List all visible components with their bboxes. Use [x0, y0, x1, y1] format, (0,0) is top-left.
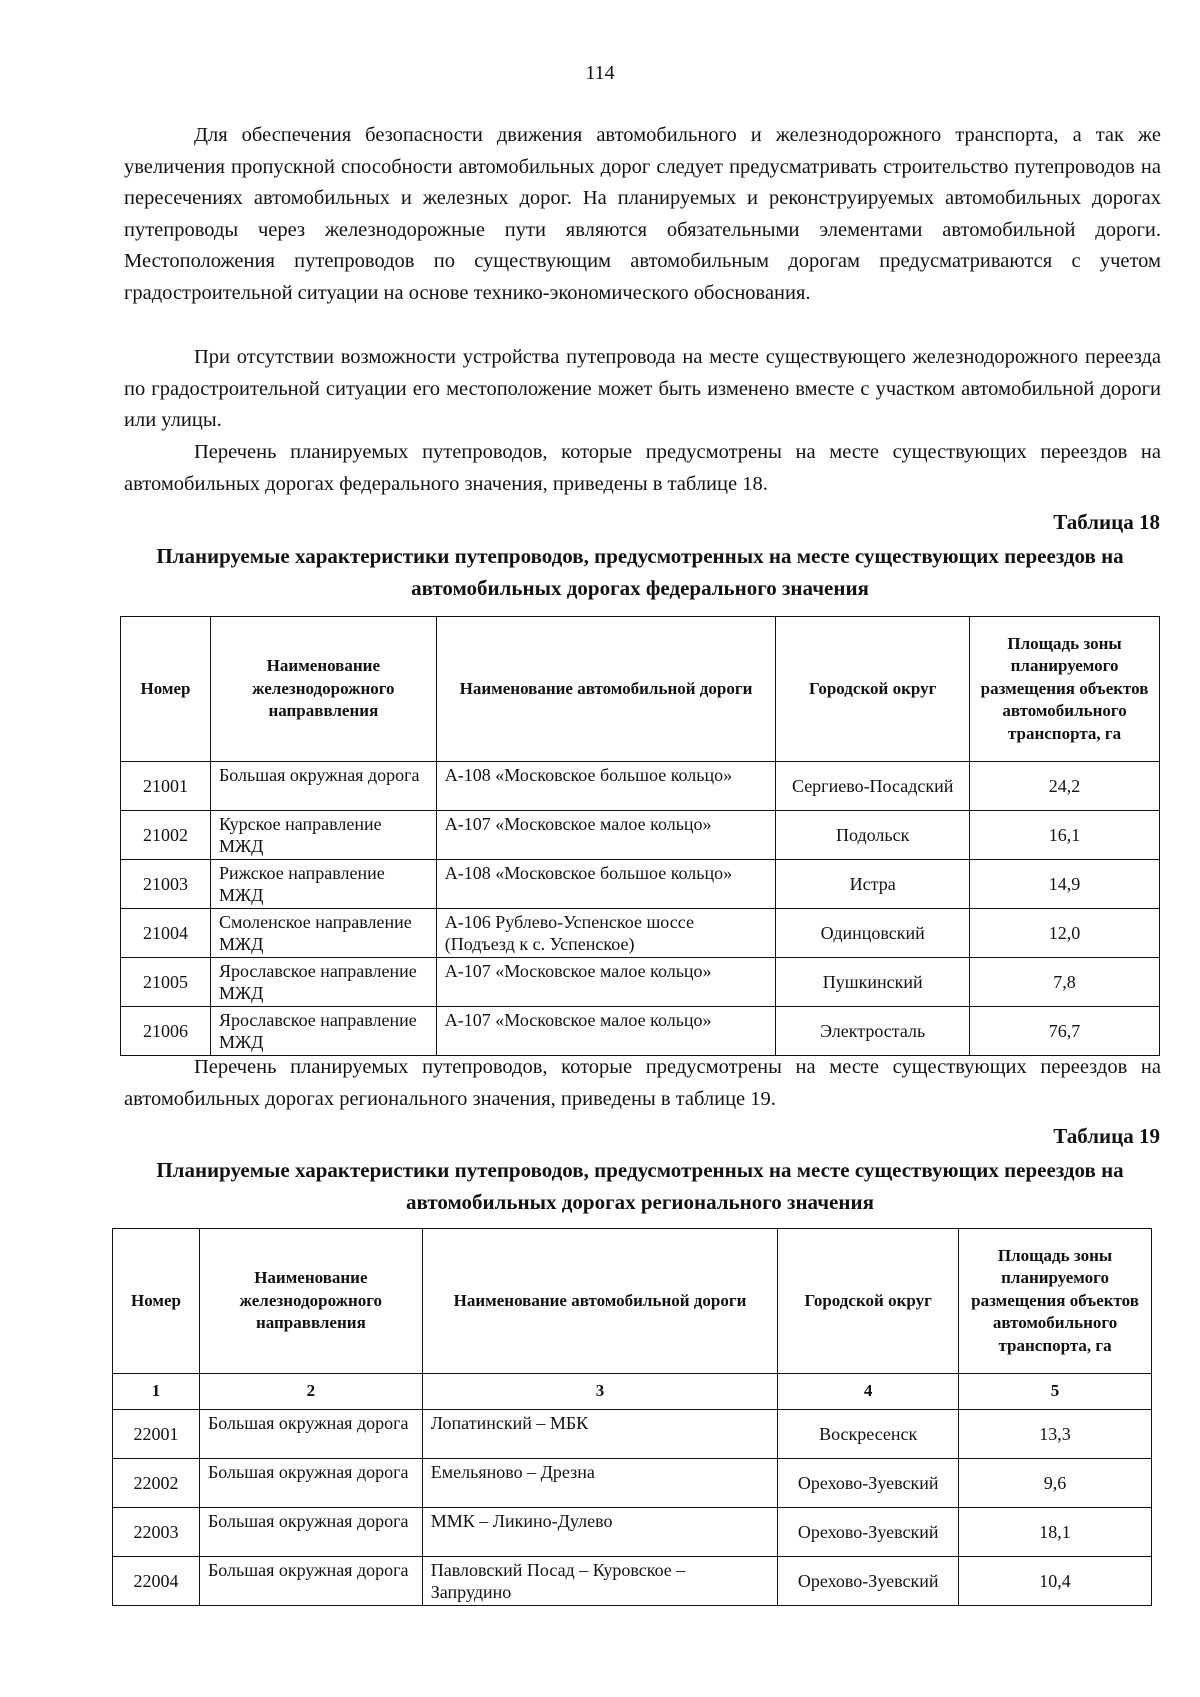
cell-number: 21001 — [121, 762, 211, 811]
header-district: Городской округ — [778, 1229, 959, 1374]
cell-number: 22002 — [113, 1459, 200, 1508]
table-19-title: Планируемые характеристики путепроводов, предусмотренных на месте существующих переездов на автомобильных дорогах регионального значения — [156, 1158, 1124, 1214]
header-district: Городской округ — [776, 617, 970, 762]
table-row — [121, 909, 1160, 958]
table-18-label: Таблица 18 — [1053, 510, 1160, 534]
cell-road: А-107 «Московское малое кольцо» — [436, 958, 776, 1007]
cell-area: 76,7 — [970, 1007, 1160, 1056]
table-19 — [112, 1228, 1152, 1606]
cell-railway: Смоленское направление МЖД — [210, 909, 436, 958]
cell-railway: Большая окружная дорога — [199, 1557, 422, 1606]
paragraph-3: Перечень планируемых путепроводов, которые предусмотрены на месте существующих переездов на автомобильных дорогах федерального значения, приведены в таблице 18. — [124, 441, 1161, 495]
table-row — [113, 1459, 1152, 1508]
cell-area: 14,9 — [970, 860, 1160, 909]
column-number: 3 — [422, 1374, 777, 1410]
cell-railway: Курское направление МЖД — [210, 811, 436, 860]
cell-railway: Большая окружная дорога — [199, 1508, 422, 1557]
cell-railway: Ярославское направление МЖД — [210, 958, 436, 1007]
cell-number: 21006 — [121, 1007, 211, 1056]
table-row — [113, 1557, 1152, 1606]
cell-railway: Рижское направление МЖД — [210, 860, 436, 909]
table-row — [121, 860, 1160, 909]
cell-number: 22004 — [113, 1557, 200, 1606]
cell-railway: Большая окружная дорога — [210, 762, 436, 811]
cell-road: А-106 Рублево-Успенское шоссе (Подъезд к с. Успенское) — [436, 909, 776, 958]
cell-district: Пушкинский — [776, 958, 970, 1007]
table-19-label: Таблица 19 — [1053, 1124, 1160, 1148]
header-road: Наименование автомобильной дороги — [422, 1229, 777, 1374]
header-railway: Наименование железнодорожного направвления — [199, 1229, 422, 1374]
cell-district: Подольск — [776, 811, 970, 860]
header-railway: Наименование железнодорожного направвления — [210, 617, 436, 762]
cell-district: Воскресенск — [778, 1410, 959, 1459]
table-row — [113, 1410, 1152, 1459]
header-area: Площадь зоны планируемого размещения объектов автомобильного транспорта, га — [959, 1229, 1152, 1374]
cell-railway: Большая окружная дорога — [199, 1459, 422, 1508]
table-row — [121, 958, 1160, 1007]
cell-number: 21002 — [121, 811, 211, 860]
column-number: 5 — [959, 1374, 1152, 1410]
header-road: Наименование автомобильной дороги — [436, 617, 776, 762]
paragraph-1: Для обеспечения безопасности движения автомобильного и железнодорожного транспорта, а так же увеличения пропускной способности автомобильных дорог следует предусматривать строительство путепроводов на пересечениях автомобильных и железных дорог. На планируемых и реконструируемых автомобильных дорогах путепроводы через железнодорожные пути являются обязательными элементами автомобильной дороги. Местоположения путепроводов по существующим автомобильным дорогам предусматриваются с учетом градостроительной ситуации на основе технико-экономического обоснования. — [124, 124, 1161, 304]
table-row — [121, 762, 1160, 811]
cell-road: А-107 «Московское малое кольцо» — [436, 1007, 776, 1056]
cell-area: 13,3 — [959, 1410, 1152, 1459]
cell-number: 21004 — [121, 909, 211, 958]
header-area: Площадь зоны планируемого размещения объектов автомобильного транспорта, га — [970, 617, 1160, 762]
cell-road: А-108 «Московское большое кольцо» — [436, 762, 776, 811]
column-number: 1 — [113, 1374, 200, 1410]
cell-road: Емельяново – Дрезна — [422, 1459, 777, 1508]
cell-area: 18,1 — [959, 1508, 1152, 1557]
table-row — [121, 811, 1160, 860]
cell-number: 22001 — [113, 1410, 200, 1459]
page-number: 114 — [585, 62, 615, 84]
cell-district: Истра — [776, 860, 970, 909]
column-number: 4 — [778, 1374, 959, 1410]
header-number: Номер — [121, 617, 211, 762]
cell-district: Электросталь — [776, 1007, 970, 1056]
cell-district: Орехово-Зуевский — [778, 1557, 959, 1606]
cell-district: Орехово-Зуевский — [778, 1459, 959, 1508]
cell-district: Одинцовский — [776, 909, 970, 958]
cell-road: Павловский Посад – Куровское – Запрудино — [422, 1557, 777, 1606]
table-18 — [120, 616, 1160, 1056]
cell-area: 7,8 — [970, 958, 1160, 1007]
cell-area: 12,0 — [970, 909, 1160, 958]
cell-railway: Большая окружная дорога — [199, 1410, 422, 1459]
cell-number: 21003 — [121, 860, 211, 909]
cell-area: 24,2 — [970, 762, 1160, 811]
cell-railway: Ярославское направление МЖД — [210, 1007, 436, 1056]
cell-area: 10,4 — [959, 1557, 1152, 1606]
cell-road: Лопатинский – МБК — [422, 1410, 777, 1459]
paragraph-2: При отсутствии возможности устройства путепровода на месте существующего железнодорожного переезда по градостроительной ситуации его местоположение может быть изменено вместе с участком автомобильной дороги или улицы. — [124, 346, 1161, 431]
cell-district: Орехово-Зуевский — [778, 1508, 959, 1557]
header-number: Номер — [113, 1229, 200, 1374]
cell-road: ММК – Ликино-Дулево — [422, 1508, 777, 1557]
column-number: 2 — [199, 1374, 422, 1410]
table-row — [121, 1007, 1160, 1056]
cell-number: 22003 — [113, 1508, 200, 1557]
cell-area: 9,6 — [959, 1459, 1152, 1508]
cell-number: 21005 — [121, 958, 211, 1007]
cell-area: 16,1 — [970, 811, 1160, 860]
cell-road: А-108 «Московское большое кольцо» — [436, 860, 776, 909]
paragraph-4: Перечень планируемых путепроводов, которые предусмотрены на месте существующих переездов на автомобильных дорогах регионального значения, приведены в таблице 19. — [124, 1056, 1161, 1110]
table-row — [113, 1508, 1152, 1557]
table-18-title: Планируемые характеристики путепроводов, предусмотренных на месте существующих переездов на автомобильных дорогах федерального значения — [156, 544, 1124, 600]
cell-road: А-107 «Московское малое кольцо» — [436, 811, 776, 860]
cell-district: Сергиево-Посадский — [776, 762, 970, 811]
